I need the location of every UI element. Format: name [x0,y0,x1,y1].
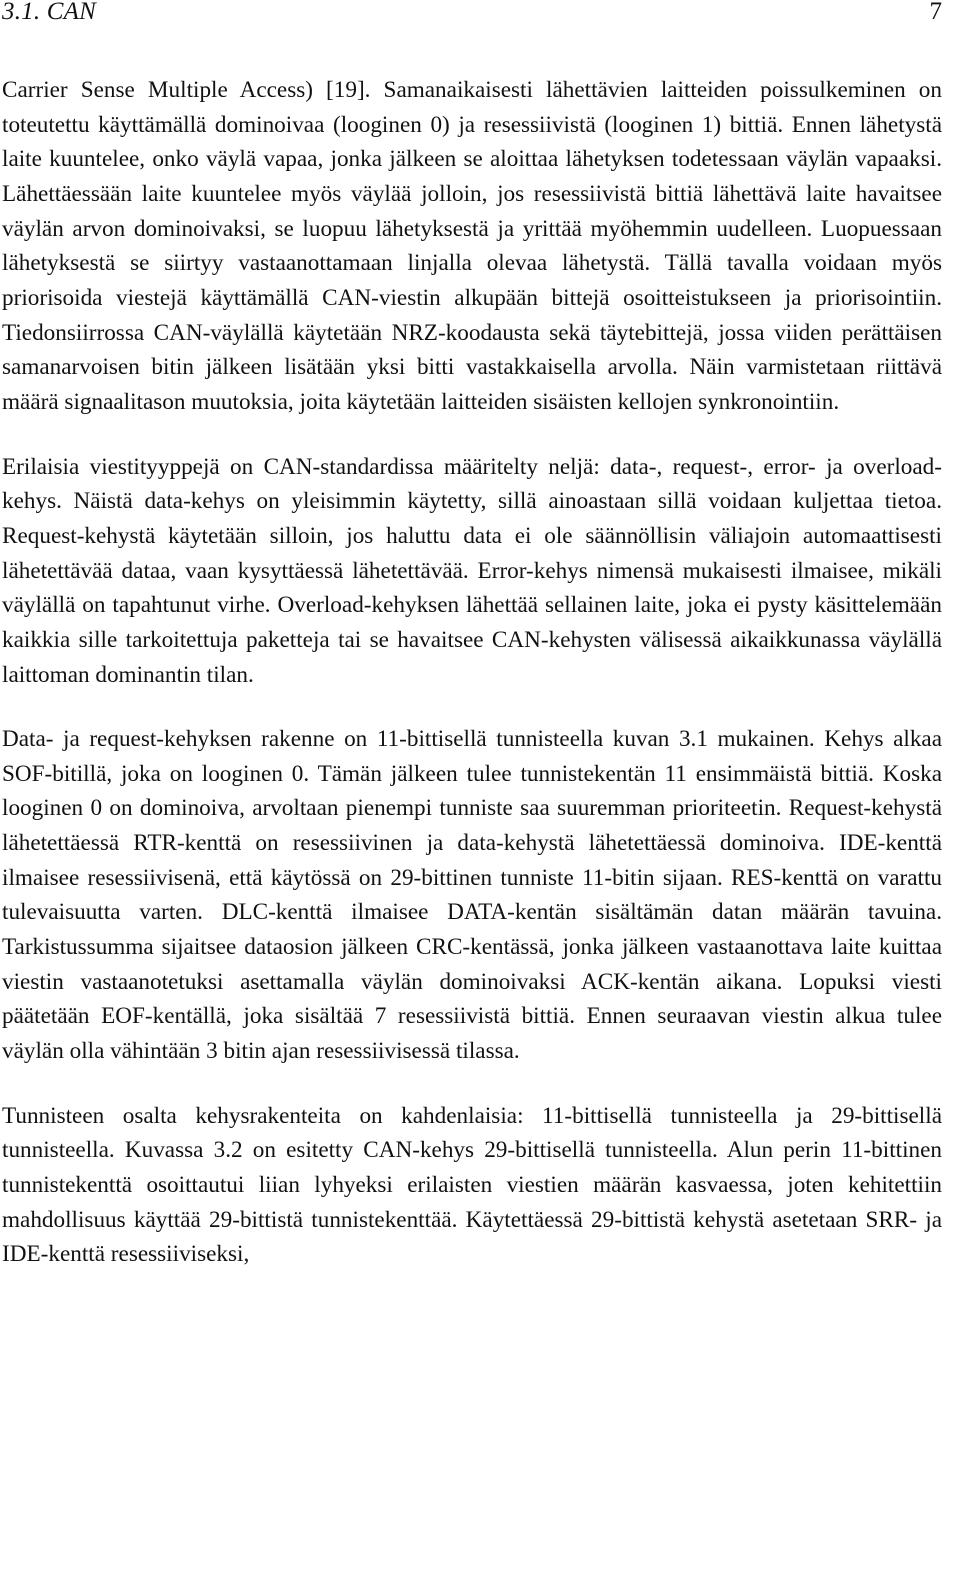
page-header [0,0,942,34]
paragraph-message-types: Erilaisia viestityyppejä on CAN-standardissa määritelty neljä: data-, request-, error- ja overload-kehys. Näistä data-kehys on yleisimmin käytetty, sillä ainoastaan sillä voidaan kuljettaa tietoa. Request-kehystä käytetään silloin, jos haluttu data ei ole säännöllisin väliajoin automaattisesti lähetettävää dataa, vaan kysyttäessä lähetettävää. Error-kehys nimensä mukaisesti ilmaisee, mikäli väylällä on tapahtunut virhe. Overload-kehyksen lähettää sellainen laite, joka ei pysty käsittelemään kaikkia sille tarkoitettuja paketteja tai se havaitsee CAN-kehysten välisessä aikaikkunassa väylällä laittoman dominantin tilan. [2,453,942,688]
paragraph-identifier-lengths: Tunnisteen osalta kehysrakenteita on kahdenlaisia: 11-bittisellä tunnisteella ja 29-bittisellä tunnisteella. Kuvassa 3.2 on esitetty CAN-kehys 29-bittisellä tunnisteella. Alun perin 11-bittinen tunnistekenttä osoittautui liian lyhyeksi erilaisten viestien määrän kasvaessa, joten kehitettiin mahdollisuus käyttää 29-bittistä tunnistekenttää. Käytettäessä 29-bittistä kehystä asetetaan SRR- ja IDE-kenttä resessiiviseksi, [2,1102,942,1268]
document-body [2,73,942,1272]
page-number: 7 [929,0,942,25]
paragraph-csma-access: Carrier Sense Multiple Access) [19]. Samanaikaisesti lähettävien laitteiden poissulkeminen on toteutettu käyttämällä dominoivaa (looginen 0) ja resessiivistä (looginen 1) bittiä. Ennen lähetystä laite kuuntelee, onko väylä vapaa, jonka jälkeen se aloittaa lähetyksen todetessaan väylän vapaaksi. Lähettäessään laite kuuntelee myös väylää jolloin, jos resessiivistä bittiä lähettävä laite havaitsee väylän arvon dominoivaksi, se luopuu lähetyksestä ja yrittää myöhemmin uudelleen. Luopuessaan lähetyksestä se siirtyy vastaanottamaan linjalla olevaa lähetystä. Tällä tavalla voidaan myös priorisoida viestejä käyttämällä CAN-viestin alkupään bittejä osoitteistukseen ja priorisointiin. Tiedonsiirrossa CAN-väylällä käytetään NRZ-koodausta sekä täytebittejä, jossa viiden perättäisen samanarvoisen bitin jälkeen lisätään yksi bitti vastakkaisella arvolla. Näin varmistetaan riittävä määrä signaalitason muutoksia, joita käytetään laitteiden sisäisten kellojen synkronointiin. [2,77,942,415]
paragraph-frame-structure: Data- ja request-kehyksen rakenne on 11-bittisellä tunnisteella kuvan 3.1 mukainen. Kehys alkaa SOF-bitillä, joka on looginen 0. Tämän jälkeen tulee tunnistekentän 11 ensimmäistä bittiä. Koska looginen 0 on dominoiva, arvoltaan pienempi tunniste saa suuremman prioriteetin. Request-kehystä lähetettäessä RTR-kenttä on resessiivinen ja data-kehystä lähetettäessä dominoiva. IDE-kenttä ilmaisee resessiivisenä, että käytössä on 29-bittinen tunniste 11-bitin sijaan. RES-kenttä on varattu tulevaisuutta varten. DLC-kenttä ilmaisee DATA-kentän sisältämän datan määrän tavuina. Tarkistussumma sijaitsee dataosion jälkeen CRC-kentässä, jonka jälkeen vastaanottava laite kuittaa viestin vastaanotetuksi asettamalla väylän dominoivaksi ACK-kentän aikana. Lopuksi viesti päätetään EOF-kentällä, joka sisältää 7 resessiivistä bittiä. Ennen seuraavan viestin alkua tulee väylän olla vähintään 3 bitin ajan resessiivisessä tilassa. [2,726,942,1065]
section-heading: 3.1. CAN [2,0,96,25]
